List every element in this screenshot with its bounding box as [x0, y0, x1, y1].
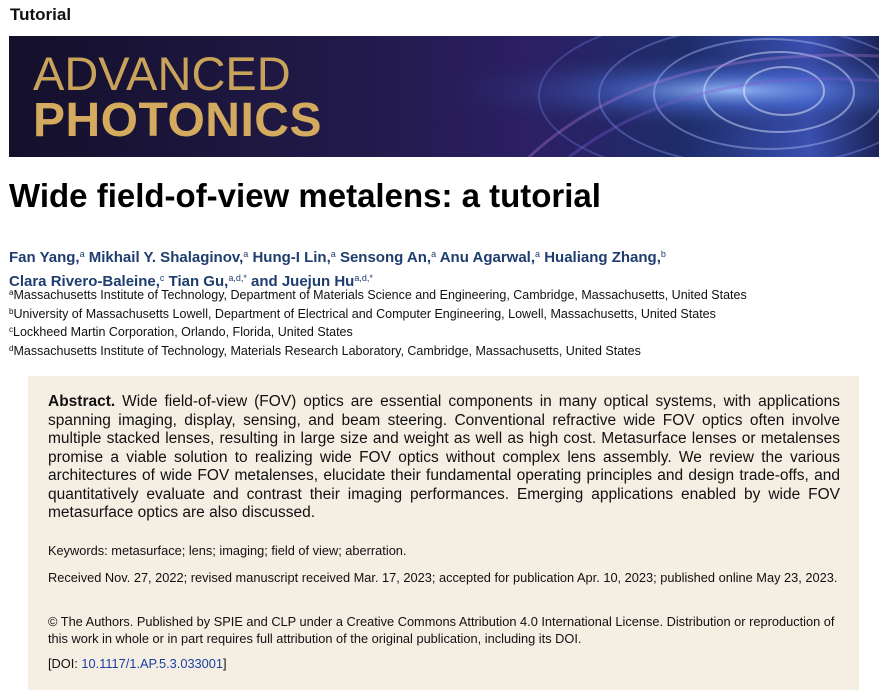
affiliation: $^a$Massachusetts Institute of Technology, Department of Materials Science and Engineering, Cambridge, Massachusetts, United States [9, 288, 747, 302]
article-title: Wide field-of-view metalens: a tutorial [9, 177, 601, 214]
author[interactable]: Hung-I Lin,$^a$ [252, 249, 336, 266]
keywords: Keywords: metasurface; lens; imaging; field of view; aberration. [48, 543, 407, 558]
abstract-box [28, 376, 859, 690]
affiliation: $^b$University of Massachusetts Lowell, Department of Electrical and Computer Engineering, Lowell, Massachusetts, United States [9, 306, 716, 321]
author[interactable]: Tian Gu,$^{a,d,*}$ [168, 273, 247, 290]
license-statement: © The Authors. Published by SPIE and CLP under a Creative Commons Attribution 4.0 International License. Distribution or reproduction of this work in whole or in part requires full attribution of the original publication, including its DOI. [48, 614, 835, 646]
doi-link[interactable]: 10.1117/1.AP.5.3.033001 [81, 656, 224, 671]
received-dates: Received Nov. 27, 2022; revised manuscript received Mar. 17, 2023; accepted for publication Apr. 10, 2023; published online May 23, 2023. [48, 570, 838, 585]
author[interactable]: and Juejun $Hu^{a,d,*}$ [251, 273, 373, 290]
author[interactable]: Mikhail Y. Shalaginov,$^a$ [88, 249, 249, 266]
affiliation-list [9, 285, 869, 359]
author[interactable]: Sensong An,$^a$ [339, 249, 437, 266]
banner-title-line2: PHOTONICS [33, 94, 322, 147]
affiliation: $^c$Lockheed Martin Corporation, Orlando, Florida, United States [9, 325, 353, 339]
journal-banner [9, 36, 879, 157]
author[interactable]: Hualiang Zhang,$^b$ [544, 249, 666, 266]
banner-title-line1: ADVANCED [33, 47, 291, 100]
section-label: Tutorial [10, 5, 72, 24]
abstract-text: Abstract. Wide field-of-view (FOV) optics are essential components in many optical systems, with applications spanning imaging, display, sensing, and beam steering. Conventional refractive wide FOV optics often involve multiple stacked lenses, resulting in large size and weight as well as high cost. Metasurface lenses or metalenses promise a viable solution to realizing wide FOV optics without complex lens assembly. We review the various architectures of wide FOV metalenses, elucidate their fundamental operating principles and design trade-offs, and quantitatively evaluate and contrast their imaging performances. Emerging applications enabled by wide FOV metasurface optics are also discussed. [48, 393, 840, 521]
affiliation: $^d$Massachusetts Institute of Technology, Materials Research Laboratory, Cambridge, Massachusetts, United States [9, 343, 641, 358]
doi-line: [DOI: 10.1117/1.AP.5.3.033001] [48, 656, 227, 671]
abstract-label: Abstract. [48, 393, 116, 410]
author[interactable]: Anu Agarwal,$^a$ [439, 249, 541, 266]
author[interactable]: Clara Rivero-Baleine,$^c$ [9, 273, 165, 290]
author[interactable]: Fan Yang,$^a$ [9, 249, 85, 266]
